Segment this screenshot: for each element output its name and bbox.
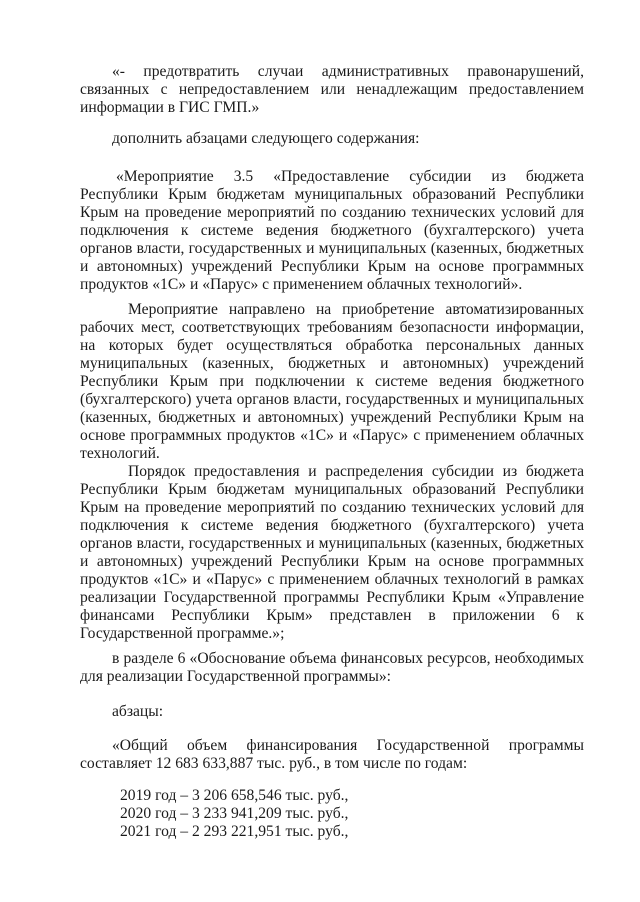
paragraph-subsidy-procedure: Порядок предоставления и распределения субсидии из бюджета Республики Крым бюджетам муниципальных образований Республики Крым на проведение мероприятий по созданию технических условий для подключения к системе ведения бюджетного (бухгалтерского) учета органов власти, государственных и муниципальных (казенных, бюджетных и автономных) учреждений Республики Крым на основе программных продуктов «1С» и «Парус» с применением облачных технологий в рамках реализации Государственной программы Республики Крым «Управление финансами Республики Крым» представлен в приложении 6 к Государственной программе.»; — [80, 463, 584, 642]
paragraph-measure-3-5: «Мероприятие 3.5 «Предоставление субсидии из бюджета Республики Крым бюджетам муниципальных образований Республики Крым на проведение мероприятий по созданию технических условий для подключения к системе ведения бюджетного (бухгалтерского) учета органов власти, государственных и муниципальных (казенных, бюджетных и автономных) учреждений Республики Крым на основе программных продуктов «1С» и «Парус» с применением облачных технологий». — [80, 168, 584, 293]
funding-year-2019: 2019 год – 3 206 658,546 тыс. руб., — [120, 787, 349, 804]
paragraph-abzacy: абзацы: — [112, 703, 164, 720]
paragraph-measure-purpose: Мероприятие направлено на приобретение автоматизированных рабочих мест, соответствующих требованиям безопасности информации, на которых будет осуществляться обработка персональных данных муниципальных (казенных, бюджетных и автономных) учреждений Республики Крым при подключении к системе ведения бюджетного (бухгалтерского) учета органов власти, государственных и муниципальных (казенных, бюджетных и автономных) учреждений Республики Крым на основе программных продуктов «1С» и «Парус» с применением облачных технологий. — [80, 301, 584, 462]
funding-year-2020: 2020 год – 3 233 941,209 тыс. руб., — [120, 805, 349, 822]
paragraph-total-funding: «Общий объем финансирования Государственной программы составляет 12 683 633,887 тыс. руб., в том числе по годам: — [80, 737, 584, 772]
paragraph-violations: «- предотвратить случаи административных правонарушений, связанных с непредоставлением или ненадлежащим предоставлением информации в ГИС ГМП.» — [80, 63, 584, 116]
paragraph-section-6: в разделе 6 «Обоснование объема финансовых ресурсов, необходимых для реализации Государственной программы»: — [80, 650, 584, 685]
funding-year-2021: 2021 год – 2 293 221,951 тыс. руб., — [120, 823, 349, 840]
paragraph-supplement: дополнить абзацами следующего содержания: — [112, 130, 420, 147]
